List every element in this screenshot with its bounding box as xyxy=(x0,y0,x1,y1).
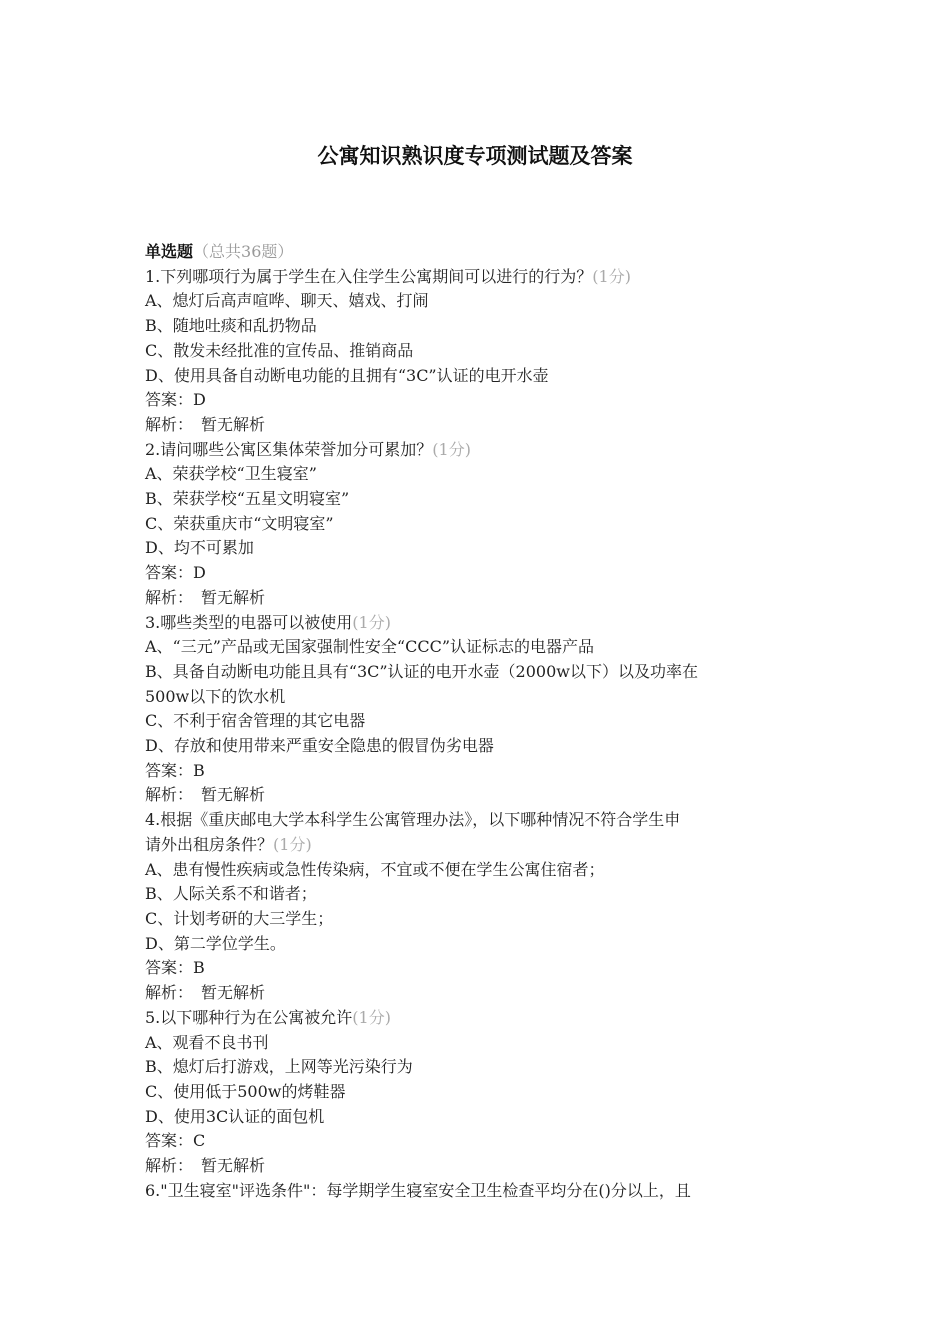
option-b-continued: 500w以下的饮水机 xyxy=(145,686,286,706)
option-c: C、计划考研的大三学生； xyxy=(145,908,334,928)
option-a: A、“三元”产品或无国家强制性安全“CCC”认证标志的电器产品 xyxy=(145,637,595,657)
question-2 xyxy=(145,438,825,611)
analysis: 解析： 暂无解析 xyxy=(145,785,266,805)
question-4 xyxy=(145,808,825,1006)
option-c: C、使用低于500w的烤鞋器 xyxy=(145,1081,346,1101)
analysis: 解析： 暂无解析 xyxy=(145,1156,266,1176)
answer: 答案：C xyxy=(145,1131,206,1151)
option-b: B、随地吐痰和乱扔物品 xyxy=(145,316,317,336)
analysis: 解析： 暂无解析 xyxy=(145,414,266,434)
question-score: (1分) xyxy=(352,612,391,632)
question-score: (1分) xyxy=(592,266,631,286)
answer: 答案：B xyxy=(145,958,205,978)
option-a: A、荣获学校“卫生寝室” xyxy=(145,464,317,484)
section-count: （总共36题） xyxy=(193,242,294,261)
option-d: D、使用具备自动断电功能的且拥有“3C”认证的电开水壶 xyxy=(145,365,549,385)
option-c: C、散发未经批准的宣传品、推销商品 xyxy=(145,340,414,360)
option-b: B、具备自动断电功能且具有“3C”认证的电开水壶（2000w以下）以及功率在 xyxy=(145,661,698,681)
document-title: 公寓知识熟识度专项测试题及答案 xyxy=(317,143,633,168)
question-5 xyxy=(145,1006,825,1179)
section-title: 单选题 xyxy=(145,242,194,261)
option-b: B、人际关系不和谐者； xyxy=(145,884,317,904)
question-score: (1分) xyxy=(352,1007,391,1027)
question-stem-continued: 请外出租房条件？(1分) xyxy=(145,834,312,854)
section-header xyxy=(145,240,825,265)
answer: 答案：D xyxy=(145,390,206,410)
option-d: D、均不可累加 xyxy=(145,538,254,558)
option-c: C、不利于宿舍管理的其它电器 xyxy=(145,711,366,731)
analysis: 解析： 暂无解析 xyxy=(145,587,266,607)
question-stem: 2.请问哪些公寓区集体荣誉加分可累加？(1分) xyxy=(145,439,471,459)
question-stem: 3.哪些类型的电器可以被使用(1分) xyxy=(145,612,391,632)
option-b: B、熄灯后打游戏，上网等光污染行为 xyxy=(145,1057,413,1077)
question-6-stem: 6."卫生寝室"评选条件"：每学期学生寝室安全卫生检查平均分在()分以上，且 xyxy=(145,1180,691,1200)
question-3 xyxy=(145,611,825,809)
option-d: D、第二学位学生。 xyxy=(145,933,286,953)
answer: 答案：D xyxy=(145,563,206,583)
option-a: A、熄灯后高声喧哗、聊天、嬉戏、打闹 xyxy=(145,291,429,311)
option-a: A、观看不良书刊 xyxy=(145,1032,269,1052)
question-score: (1分) xyxy=(432,439,471,459)
answer: 答案：B xyxy=(145,760,205,780)
question-score: (1分) xyxy=(273,834,312,854)
option-d: D、存放和使用带来严重安全隐患的假冒伪劣电器 xyxy=(145,736,494,756)
analysis: 解析： 暂无解析 xyxy=(145,983,266,1003)
question-stem: 1.下列哪项行为属于学生在入住学生公寓期间可以进行的行为？(1分) xyxy=(145,266,631,286)
question-1 xyxy=(145,265,825,438)
option-a: A、患有慢性疾病或急性传染病，不宜或不便在学生公寓住宿者； xyxy=(145,859,605,879)
document-content xyxy=(145,240,825,1203)
option-b: B、荣获学校“五星文明寝室” xyxy=(145,489,350,509)
question-stem: 4.根据《重庆邮电大学本科学生公寓管理办法》，以下哪种情况不符合学生申 xyxy=(145,810,681,830)
question-stem: 5.以下哪种行为在公寓被允许(1分) xyxy=(145,1007,391,1027)
option-d: D、使用3C认证的面包机 xyxy=(145,1106,325,1126)
option-c: C、荣获重庆市“文明寝室” xyxy=(145,513,334,533)
